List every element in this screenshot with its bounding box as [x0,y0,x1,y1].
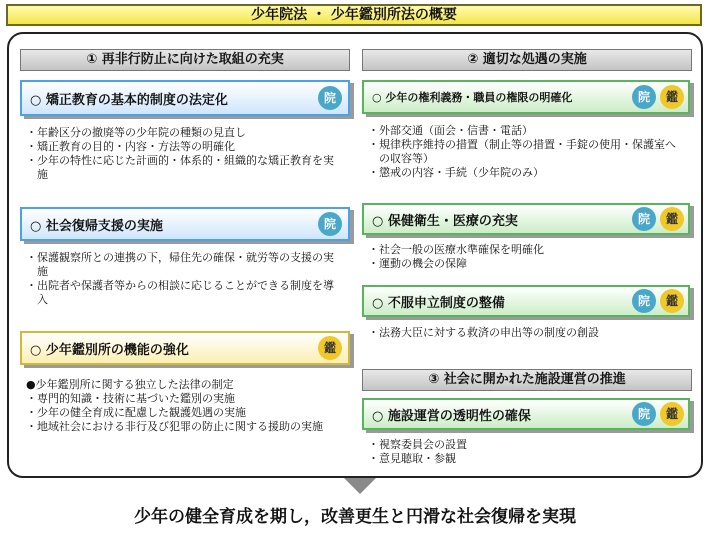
right-box-1-content [362,120,690,184]
kan-badge-icon: 鑑 [660,207,684,231]
kan-badge-icon: 鑑 [660,85,684,109]
right-box-1-title [362,80,690,114]
down-arrow-icon [344,478,376,494]
right-section-header: ② 適切な処遇の実施 [362,49,692,71]
left-box-1-content [20,122,350,186]
list-item: ・社会一般の医療水準確保を明確化 [368,243,544,256]
right-box-2-title [362,203,690,235]
left-box-2-title-text: ○ 社会復帰支援の実施 [30,218,163,234]
list-item: ・運動の機会の保障 [368,257,467,270]
right-box-3-content [362,324,690,342]
list-item: ・懲戒の内容・手続（少年院のみ） [368,166,544,179]
list-item: ・外部交通（面会・信書・電話） [368,124,533,137]
left-box-1-title-text: ○ 矯正教育の基本的制度の法定化 [30,92,228,108]
list-item: ・矯正教育の目的・内容・方法等の明確化 [26,140,235,153]
list-item: ・視察委員会の設置 [368,438,467,451]
list-item: ・専門的知識・技術に基づいた鑑別の実施 [26,392,235,405]
left-box-3-content [20,374,350,438]
right-box-2-title-text: ○ 保健衛生・医療の充実 [372,213,518,229]
in-badge-icon: 院 [632,207,656,231]
kan-badge-icon: 鑑 [660,289,684,313]
right-box-2-content [362,241,690,273]
left-box-2-title [20,207,350,241]
list-item: ●少年鑑別所に関する独立した法律の制定 [26,378,234,391]
list-item: ・地域社会における非行及び犯罪の防止に関する援助の実施 [26,420,323,433]
kan-badge-icon: 鑑 [660,402,684,426]
in-badge-icon: 院 [632,289,656,313]
kan-badge-icon: 鑑 [318,336,342,360]
list-item: ・少年の健全育成に配慮した観護処遇の実施 [26,406,246,419]
left-section-header: ① 再非行防止に向けた取組の充実 [20,49,350,71]
list-item: ・規律秩序維持の措置（制止等の措置・手錠の使用・保護室への収容等） [368,138,676,165]
left-box-1-title [20,80,350,116]
list-item: ・出院者や保護者等からの相談に応じることができる制度を導入 [26,279,334,306]
document-title: 少年院法 ・ 少年鑑別所法の概要 [6,4,702,26]
right-box-1-title-text: ○ 少年の権利義務・職員の権限の明確化 [372,91,573,104]
conclusion-text: 少年の健全育成を期し，改善更生と円滑な社会復帰を実現 [134,507,576,527]
right-section-header-3: ③ 社会に開かれた施設運営の推進 [362,369,692,391]
left-box-3-title [20,331,350,365]
in-badge-icon: 院 [318,212,342,236]
in-badge-icon: 院 [632,85,656,109]
right-box-3-title-text: ○ 不服申立制度の整備 [372,295,505,311]
right-box-4-title-text: ○ 施設運営の透明性の確保 [372,408,531,424]
in-badge-icon: 院 [632,402,656,426]
in-badge-icon: 院 [318,86,342,110]
left-box-3-title-text: ○ 少年鑑別所の機能の強化 [30,342,189,358]
left-box-2-content [20,247,350,311]
list-item: ・年齢区分の撤廃等の少年院の種類の見直し [26,126,246,139]
right-box-4-title [362,398,690,430]
list-item: ・意見聴取・参観 [368,452,456,465]
right-box-3-title [362,285,690,317]
list-item: ・法務大臣に対する救済の申出等の制度の創設 [368,326,599,339]
list-item: ・少年の特性に応じた計画的・体系的・組織的な矯正教育を実施 [26,154,334,181]
list-item: ・保護観察所との連携の下，帰住先の確保・就労等の支援の実施 [26,251,334,278]
right-box-4-content [362,436,690,468]
